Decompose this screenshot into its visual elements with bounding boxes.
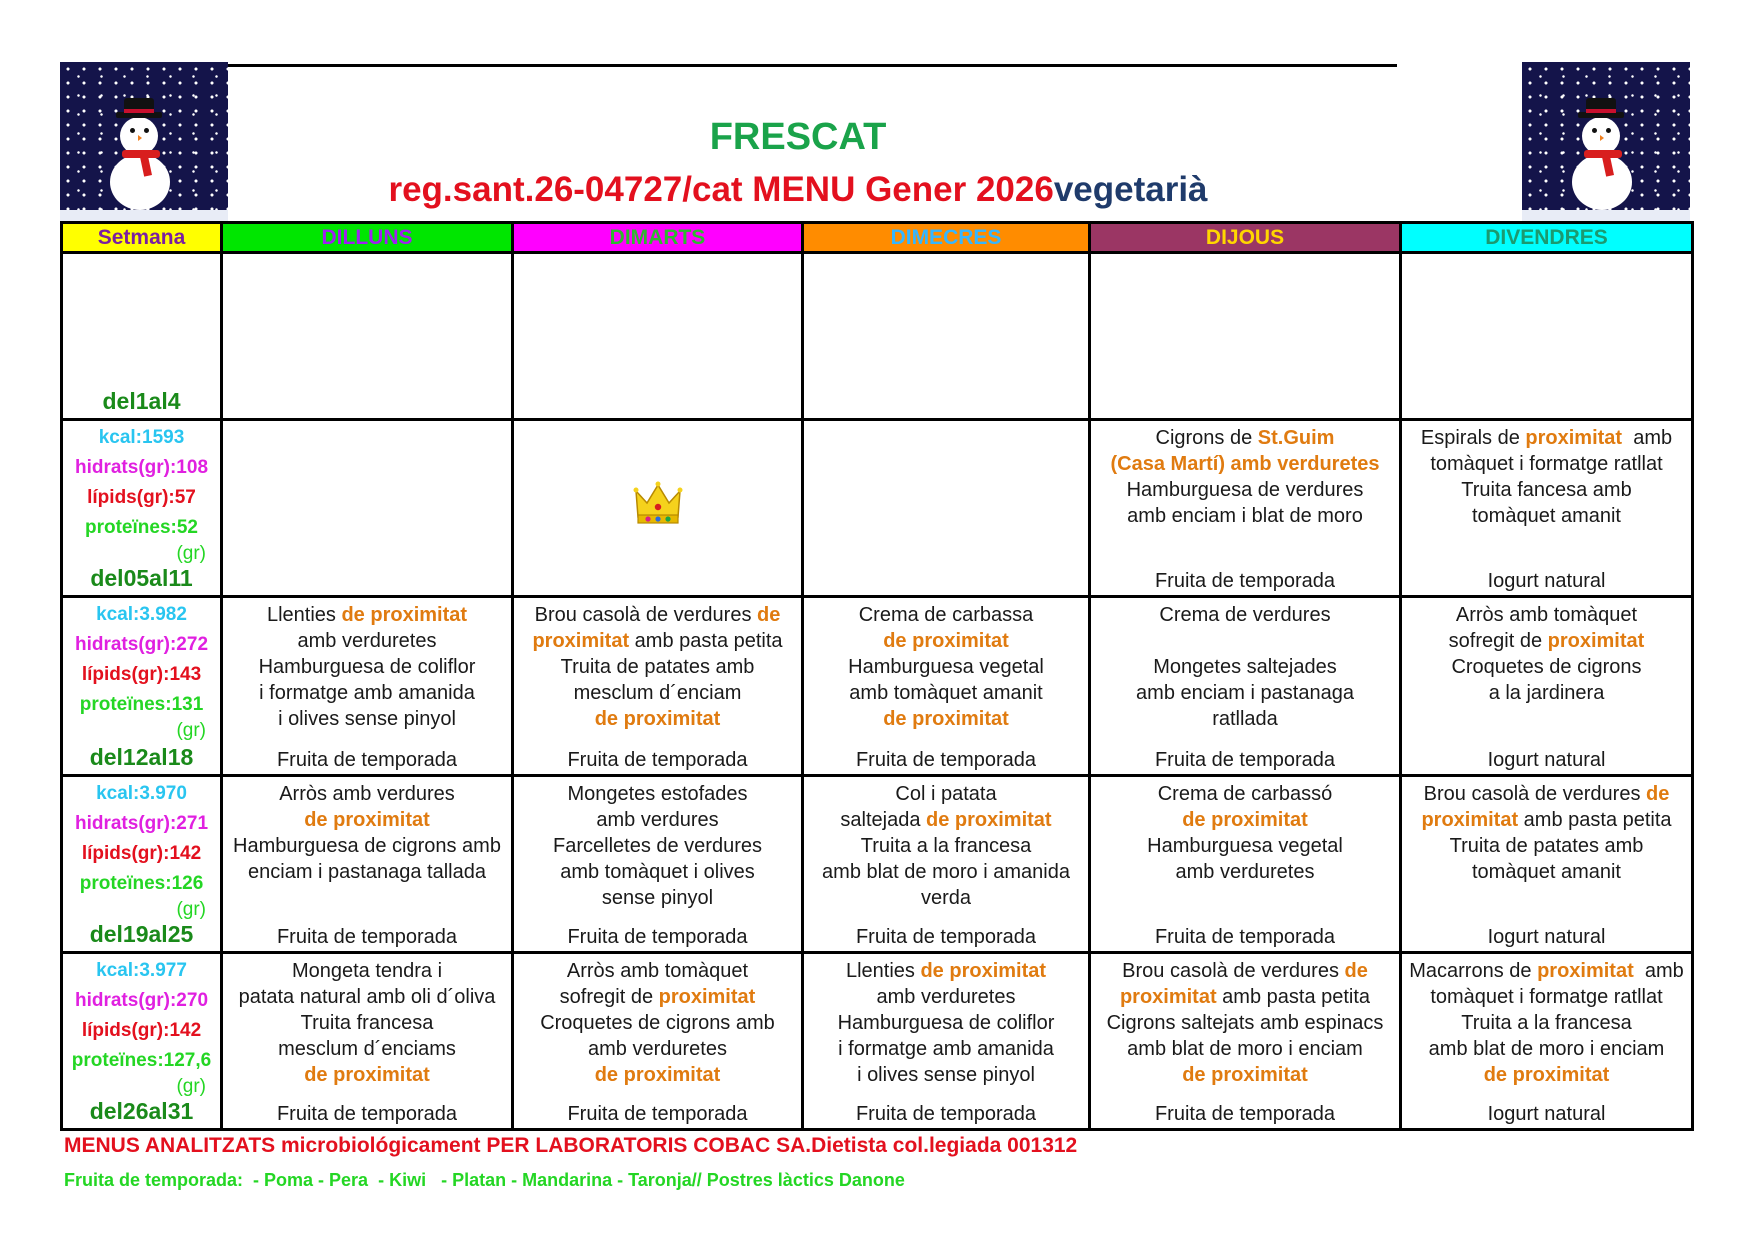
dish-line [223, 1062, 511, 1088]
dish-text: Hamburguesa de verdures [1126, 478, 1364, 501]
dish-text: patata natural amb oli d´oliva [238, 985, 496, 1008]
dish-line [1402, 807, 1691, 833]
dish-text: Croquetes de cigrons [1451, 655, 1642, 678]
dish-line [223, 1010, 511, 1036]
dish-text: tomàquet amanit [1472, 504, 1621, 527]
table-row [62, 419, 1693, 596]
dish-line [804, 628, 1088, 654]
dessert-text: Fruita de temporada [1154, 748, 1336, 771]
dish-text: amb verduretes [876, 985, 1016, 1008]
dish-text: Hamburguesa vegetal [1147, 834, 1343, 857]
menu-cell [803, 596, 1090, 775]
dish-line [514, 1062, 801, 1088]
dish-text: Crema de carbassó [1157, 782, 1333, 805]
dessert-text: Fruita de temporada [1154, 569, 1336, 592]
dish-line [514, 1010, 801, 1036]
dish-text: Brou casolà de verdures [534, 603, 757, 626]
proximitat-highlight: de [757, 603, 781, 626]
week-cell [62, 253, 222, 420]
proximitat-highlight: proximitat [1525, 426, 1623, 449]
proximitat-highlight: de proximitat [304, 808, 430, 831]
dish-text: amb blat de moro i enciam [1127, 1037, 1363, 1060]
dish-line [1402, 628, 1691, 654]
dish-line [1091, 628, 1399, 654]
dish-line [804, 654, 1088, 680]
week-label: del05al11 [90, 564, 193, 591]
week-label: del1al4 [102, 388, 181, 414]
dish-line [1091, 833, 1399, 859]
dish-text: i formatge amb amanida [838, 1037, 1054, 1060]
dessert-text: Fruita de temporada [567, 1102, 748, 1125]
dish-line [223, 628, 511, 654]
subtitle-main: reg.sant.26-04727/cat MENU Gener 2026 [388, 170, 1054, 209]
proximitat-highlight: proximitat [1547, 629, 1645, 652]
dish-text: amb pasta petita [1216, 985, 1371, 1008]
proximitat-highlight: proximitat [658, 985, 756, 1008]
dish-line [514, 807, 801, 833]
menu-cell [803, 775, 1090, 952]
dessert-text: Fruita de temporada [567, 925, 748, 948]
dessert-text: Fruita de temporada [855, 925, 1037, 948]
dish-line [804, 706, 1088, 732]
proximitat-highlight: St.Guim [1257, 426, 1335, 449]
subtitle-suffix: vegetarià [1053, 170, 1208, 209]
dessert-text: Iogurt natural [1487, 925, 1606, 948]
dish-line [804, 807, 1088, 833]
dish-text: Farcelletes de verdures [553, 834, 762, 857]
stat-units: (gr) [176, 542, 206, 564]
dish-line [804, 781, 1088, 807]
page-title: FRESCAT [709, 116, 887, 158]
menu-cell [222, 419, 513, 596]
dish-text: Mongetes saltejades [1153, 655, 1337, 678]
dish-line [1091, 477, 1399, 503]
dish-line [514, 680, 801, 706]
footer-fruit-note: Fruita de temporada: - Poma - Pera - Kiwi - Platan - Mandarina - Taronja// Postres làctics Danone [64, 1170, 905, 1190]
dish-line [514, 859, 801, 885]
stat-kcal: kcal:3.970 [96, 782, 187, 804]
dish-text: saltejada [840, 808, 927, 831]
dish-line [514, 706, 801, 732]
dish-text: Espirals de [1420, 426, 1526, 449]
dish-line [514, 654, 801, 680]
dish-line [1091, 1062, 1399, 1088]
dish-text: amb verdures [596, 808, 719, 831]
dish-text: Crema de carbassa [858, 603, 1034, 626]
dish-line [1091, 654, 1399, 680]
proximitat-highlight: proximitat [1537, 959, 1634, 982]
dish-line [223, 984, 511, 1010]
dish-line [804, 833, 1088, 859]
dish-line [223, 602, 511, 628]
menu-table [60, 221, 1694, 1131]
dish-text: amb enciam i blat de moro [1127, 504, 1363, 527]
dish-text: amb blat de moro i amanida [822, 860, 1070, 883]
dish-text: Truita a la francesa [1461, 1011, 1632, 1034]
dish-line [804, 1036, 1088, 1062]
table-row [62, 952, 1693, 1129]
dessert-text: Fruita de temporada [567, 748, 748, 771]
dish-text: Cigrons saltejats amb espinacs [1106, 1011, 1384, 1034]
dish-text: amb pasta petita [1518, 808, 1672, 831]
menu-cell [1401, 952, 1693, 1129]
dish-line [1402, 1010, 1691, 1036]
dish-text: Hamburguesa de coliflor [258, 655, 476, 678]
menu-cell [513, 419, 803, 596]
dish-line [1091, 503, 1399, 529]
dish-text: tomàquet i formatge ratllat [1430, 985, 1663, 1008]
dish-text: mesclum d´enciam [573, 681, 742, 704]
dish-line [1091, 602, 1399, 628]
stat-units: (gr) [176, 1075, 206, 1097]
stat-lipids: lípids(gr):142 [81, 842, 202, 864]
dish-text: amb verduretes [588, 1037, 727, 1060]
table-row [62, 253, 1693, 420]
dish-text: a la jardinera [1488, 681, 1605, 704]
menu-cell [803, 419, 1090, 596]
dish-line [223, 958, 511, 984]
dish-text: verda [920, 886, 972, 909]
dessert-text: Fruita de temporada [276, 925, 458, 948]
stat-kcal: kcal:3.977 [96, 959, 187, 981]
menu-cell [1090, 952, 1401, 1129]
dish-text: Mongetes estofades [567, 782, 748, 805]
week-cell [62, 419, 222, 596]
menu-cell [1401, 775, 1693, 952]
menu-cell [803, 253, 1090, 420]
footer-analysis-note: MENUS ANALITZATS microbiológicament PER LABORATORIS COBAC SA.Dietista col.legiada 001312 [64, 1134, 1078, 1157]
dessert-text: Fruita de temporada [1154, 1102, 1336, 1125]
dish-line [514, 885, 801, 911]
week-label: del26al31 [89, 1097, 194, 1124]
dish-line [223, 807, 511, 833]
dish-text: Col i patata [895, 782, 997, 805]
dish-text: enciam i pastanaga tallada [248, 860, 486, 883]
dish-text: Llenties [266, 603, 342, 626]
table-row [62, 596, 1693, 775]
menu-cell [1401, 419, 1693, 596]
header-dimecres: DIMECRES [803, 223, 1090, 253]
header-setmana: Setmana [62, 223, 222, 253]
dish-text: amb tomàquet i olives [560, 860, 755, 883]
menu-cell [222, 253, 513, 420]
dish-line [1402, 958, 1691, 984]
dish-line [223, 781, 511, 807]
dish-line [1091, 451, 1399, 477]
stat-kcal: kcal:3.982 [96, 603, 187, 625]
dish-text: Hamburguesa de coliflor [837, 1011, 1055, 1034]
dish-text: amb blat de moro i enciam [1428, 1037, 1665, 1060]
menu-cell [513, 253, 803, 420]
week-label: del19al25 [89, 920, 194, 947]
proximitat-highlight: proximitat [532, 629, 630, 652]
dish-text: sense pinyol [601, 886, 714, 909]
week-label: del12al18 [89, 743, 194, 770]
dish-line [1402, 859, 1691, 885]
dish-line [1402, 833, 1691, 859]
proximitat-highlight: de proximitat [1182, 808, 1308, 831]
menu-cell [513, 775, 803, 952]
proximitat-highlight: de proximitat [594, 707, 721, 730]
dish-line [1091, 958, 1399, 984]
dish-text: amb verduretes [1175, 860, 1315, 883]
header-row [62, 223, 1693, 253]
dessert-text: Iogurt natural [1487, 748, 1606, 771]
dish-text: Cigrons de [1155, 426, 1258, 449]
dish-line [1091, 781, 1399, 807]
stat-units: (gr) [176, 719, 206, 741]
table-row [62, 775, 1693, 952]
dish-text: mesclum d´enciams [278, 1037, 456, 1060]
dish-text: Arròs amb tomàquet [566, 959, 749, 982]
dish-text: Crema de verdures [1159, 603, 1331, 626]
dish-text: Brou casolà de verdures [1122, 959, 1345, 982]
dish-text: Macarrons de [1409, 959, 1538, 982]
dessert-text: Iogurt natural [1487, 1102, 1606, 1125]
dish-line [1402, 680, 1691, 706]
header-dijous: DIJOUS [1090, 223, 1401, 253]
dish-text: amb tomàquet amanit [849, 681, 1043, 704]
dish-line [1091, 807, 1399, 833]
dish-line [1091, 984, 1399, 1010]
dish-line [223, 859, 511, 885]
stat-proteines: proteïnes:52 [85, 516, 198, 538]
dish-line [1091, 680, 1399, 706]
menu-cell [803, 952, 1090, 1129]
dish-line [1402, 781, 1691, 807]
dish-text: amb verduretes [297, 629, 437, 652]
dish-line [1402, 984, 1691, 1010]
menu-cell [1090, 596, 1401, 775]
dish-line [804, 1010, 1088, 1036]
proximitat-highlight: de proximitat [1483, 1063, 1610, 1086]
week-cell [62, 952, 222, 1129]
proximitat-highlight: de proximitat [341, 603, 468, 626]
dessert-text: Fruita de temporada [276, 1102, 458, 1125]
dish-line [1091, 706, 1399, 732]
dish-text: amb [1633, 959, 1684, 982]
proximitat-highlight: de proximitat [883, 629, 1009, 652]
dish-text: Hamburguesa vegetal [848, 655, 1044, 678]
dish-text: sofregit de [1448, 629, 1548, 652]
stat-lipids: lípids(gr):57 [87, 486, 196, 508]
dish-line [804, 984, 1088, 1010]
dish-line [804, 1062, 1088, 1088]
dish-line [1402, 425, 1691, 451]
dish-line [1402, 654, 1691, 680]
stat-lipids: lípids(gr):143 [81, 663, 202, 685]
dish-line [1091, 1010, 1399, 1036]
menu-cell [222, 596, 513, 775]
proximitat-highlight: de proximitat [594, 1063, 721, 1086]
menu-cell [222, 952, 513, 1129]
dish-text: amb enciam i pastanaga [1136, 681, 1354, 704]
menu-cell [1401, 253, 1693, 420]
page-subtitle [0, 170, 1596, 210]
stat-kcal: kcal:1593 [98, 426, 185, 448]
dish-text: Hamburguesa de cigrons amb [233, 834, 501, 857]
dish-text: Truita francesa [300, 1011, 434, 1034]
proximitat-highlight: proximitat [1421, 808, 1519, 831]
crown-icon [632, 477, 684, 529]
menu-cell [1090, 253, 1401, 420]
dish-text: ratllada [1212, 707, 1278, 730]
dish-line [804, 859, 1088, 885]
dish-line [223, 833, 511, 859]
dish-line [514, 1036, 801, 1062]
dish-line [514, 602, 801, 628]
dish-text: Truita de patates amb [1449, 834, 1644, 857]
dish-line [223, 1036, 511, 1062]
stat-hidrats: hidrats(gr):270 [74, 989, 209, 1011]
dish-text: Truita a la francesa [860, 834, 1032, 857]
dish-line [1091, 425, 1399, 451]
menu-cell [513, 596, 803, 775]
dessert-text: Fruita de temporada [276, 748, 458, 771]
dish-line [1091, 859, 1399, 885]
stat-proteines: proteïnes:127,6 [71, 1049, 212, 1071]
stat-hidrats: hidrats(gr):108 [74, 456, 209, 478]
week-cell [62, 596, 222, 775]
proximitat-highlight: de proximitat [1182, 1063, 1308, 1086]
dish-line [1402, 503, 1691, 529]
proximitat-highlight: de [1646, 782, 1670, 805]
dish-line [1402, 1062, 1691, 1088]
dish-text: i olives sense pinyol [857, 1063, 1035, 1086]
dish-line [514, 628, 801, 654]
menu-cell [1090, 775, 1401, 952]
dish-text: amb pasta petita [629, 629, 783, 652]
stat-proteines: proteïnes:126 [79, 872, 204, 894]
week-cell [62, 775, 222, 952]
dish-text: Truita fancesa amb [1461, 478, 1632, 501]
dish-text: Mongeta tendra i [291, 959, 443, 982]
menu-cell [1090, 419, 1401, 596]
dessert-text: Iogurt natural [1487, 569, 1606, 592]
dish-text: tomàquet i formatge ratllat [1430, 452, 1663, 475]
dish-line [804, 885, 1088, 911]
header-dilluns: DILLUNS [222, 223, 513, 253]
dessert-text: Fruita de temporada [855, 748, 1037, 771]
header-dimarts: DIMARTS [513, 223, 803, 253]
dish-line [804, 680, 1088, 706]
dish-line [223, 654, 511, 680]
dish-text: i olives sense pinyol [278, 707, 456, 730]
dish-line [1402, 451, 1691, 477]
dish-line [223, 706, 511, 732]
dish-line [1402, 1036, 1691, 1062]
dish-text: Croquetes de cigrons amb [540, 1011, 775, 1034]
dish-text: Arròs amb tomàquet [1455, 603, 1638, 626]
dish-line [514, 984, 801, 1010]
dessert-text: Fruita de temporada [1154, 925, 1336, 948]
dish-line [804, 602, 1088, 628]
dish-text: amb [1622, 426, 1673, 449]
dish-text: tomàquet amanit [1472, 860, 1621, 883]
dessert-text: Fruita de temporada [855, 1102, 1037, 1125]
stat-units: (gr) [176, 898, 206, 920]
dish-line [514, 958, 801, 984]
stat-lipids: lípids(gr):142 [81, 1019, 202, 1041]
proximitat-highlight: de [1344, 959, 1368, 982]
proximitat-highlight: de proximitat [304, 1063, 430, 1086]
stat-hidrats: hidrats(gr):272 [74, 633, 209, 655]
dish-line [514, 781, 801, 807]
dish-line [223, 680, 511, 706]
menu-cell [1401, 596, 1693, 775]
dish-line [514, 833, 801, 859]
proximitat-highlight: de proximitat [920, 959, 1047, 982]
dish-text: Truita de patates amb [560, 655, 755, 678]
proximitat-highlight: de proximitat [883, 707, 1009, 730]
dish-text: Llenties [845, 959, 921, 982]
top-rule [226, 64, 1397, 67]
proximitat-highlight: de proximitat [926, 808, 1052, 831]
dish-text: Brou casolà de verdures [1423, 782, 1646, 805]
menu-cell [513, 952, 803, 1129]
dish-text: i formatge amb amanida [259, 681, 475, 704]
menu-cell [222, 775, 513, 952]
dish-text: sofregit de [559, 985, 659, 1008]
header-divendres: DIVENDRES [1401, 223, 1693, 253]
proximitat-highlight: proximitat [1119, 985, 1217, 1008]
stat-hidrats: hidrats(gr):271 [74, 812, 209, 834]
stat-proteines: proteïnes:131 [79, 693, 204, 715]
dish-line [804, 958, 1088, 984]
dish-line [1402, 602, 1691, 628]
dish-text: Arròs amb verdures [279, 782, 455, 805]
dish-line [1402, 477, 1691, 503]
dish-line [1091, 1036, 1399, 1062]
proximitat-highlight: (Casa Martí) amb verduretes [1110, 452, 1380, 475]
